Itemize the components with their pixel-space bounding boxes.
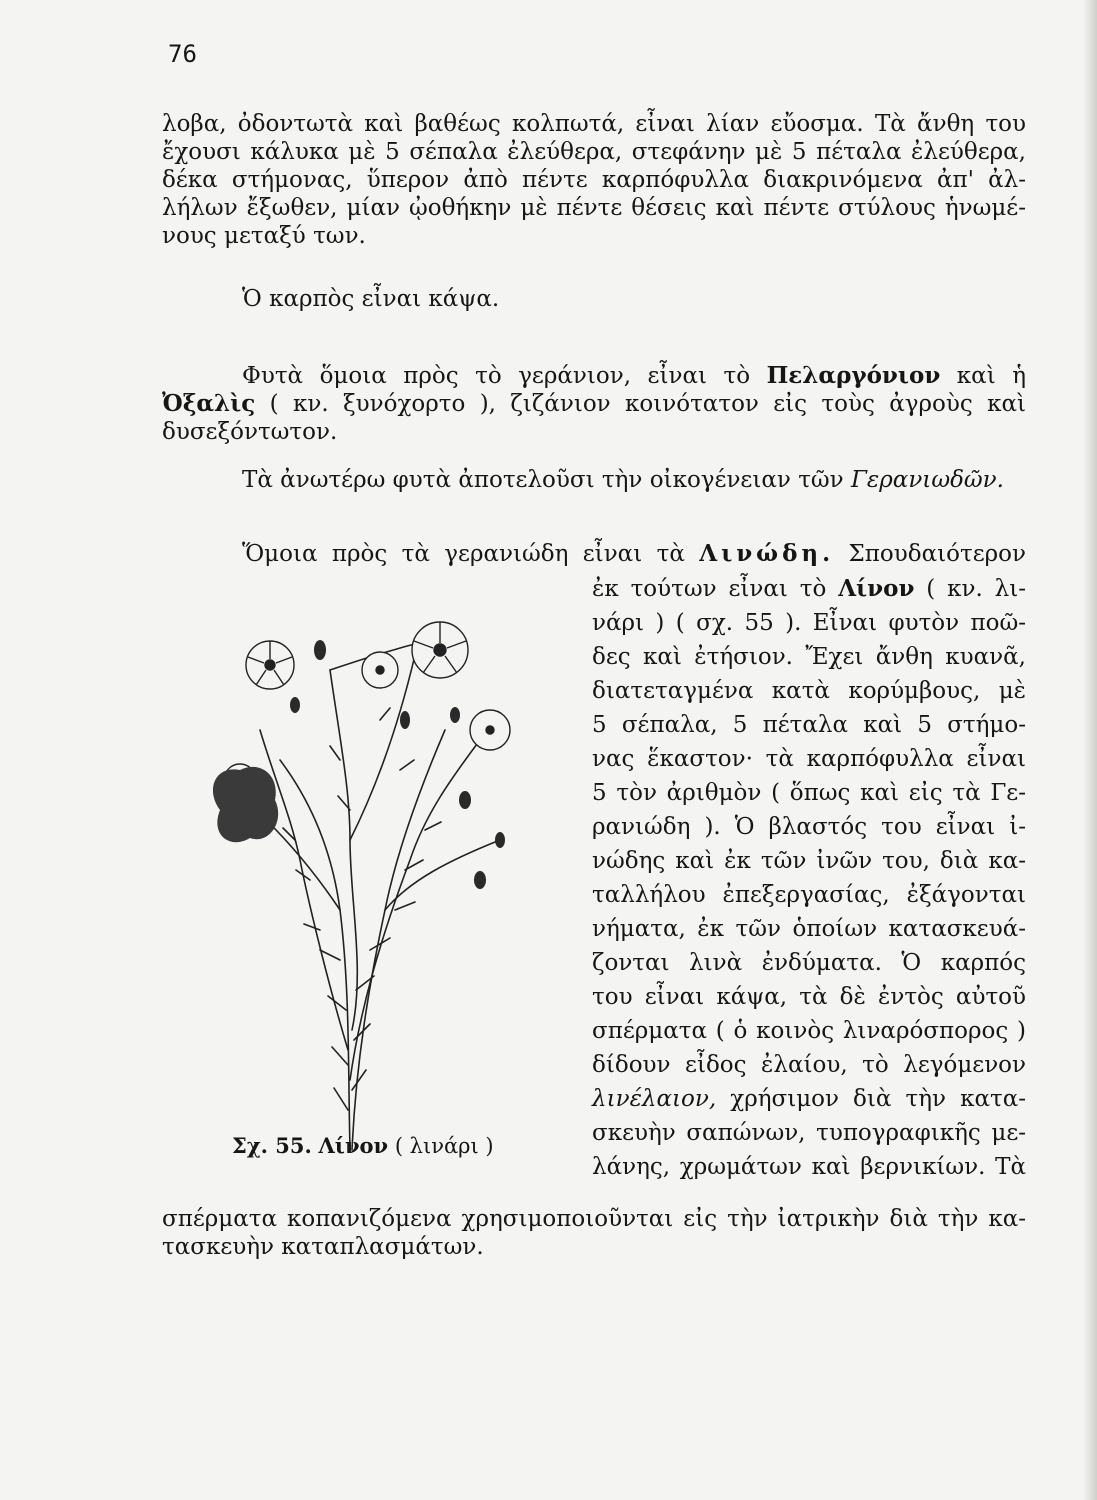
term-oxalis: Ὀξαλὶς [162, 390, 256, 417]
term-geraniodon: Γερανιωδῶν. [850, 467, 1004, 493]
text-line: νας ἕκαστον· τὰ καρπόφυλλα εἶναι [592, 746, 1026, 772]
flower-bud [459, 791, 471, 809]
text-line: τασκευὴν καταπλασμάτων. [162, 1234, 484, 1260]
term-pelargonion: Πελαργόνιον [766, 362, 941, 389]
text-line: του εἶναι κάψα, τὰ δὲ ἐντὸς αὐτοῦ [592, 984, 1026, 1010]
stem [350, 740, 480, 1080]
flower-bud [495, 832, 505, 848]
text-line: νάρι ) ( σχ. 55 ). Εἶναι φυτὸν ποῶ- [592, 610, 1026, 636]
text-line: Ὅμοια πρὸς τὰ γερανιώδη εἶναι τὰ Λινώδη. Σπουδαιότερον [242, 540, 1026, 567]
text-line: Φυτὰ ὅμοια πρὸς τὸ γεράνιον, εἶναι τὸ Πελαργόνιον καὶ ἡ [242, 362, 1027, 389]
text-line: ταλλήλου ἐπεξεργασίας, ἐξάγονται [592, 882, 1026, 908]
text-line: λινέλαιον, χρήσιμον διὰ τὴν κατα- [592, 1086, 1026, 1112]
leaves [283, 708, 441, 1110]
text-line: λήλων ἔξωθεν, μίαν ᾠοθήκην μὲ πέντε θέσεις καὶ πέντε στύλους ἡνωμέ- [162, 195, 1026, 221]
page-edge-shadow [1083, 0, 1097, 1500]
text-line: ρανιώδη ). Ὁ βλαστός του εἶναι ἰ- [592, 814, 1026, 840]
text-line: Ὁ καρπὸς εἶναι κάψα. [242, 286, 500, 312]
text-line: νώδης καὶ ἐκ τῶν ἰνῶν του, διὰ κα- [592, 848, 1026, 874]
term-linelaion: λινέλαιον, [592, 1086, 717, 1112]
flower-bud [290, 697, 300, 713]
text-line: δυσεξόντωτον. [162, 419, 338, 445]
text-line: δίδουν εἶδος ἐλαίου, τὸ λεγόμενον [592, 1052, 1026, 1078]
stem [352, 730, 445, 1150]
flower-bud [474, 871, 486, 889]
flower-bud [450, 707, 460, 723]
caption-name: Λίνον [318, 1133, 389, 1158]
text-line: Τὰ ἀνωτέρω φυτὰ ἀποτελοῦσι τὴν οἰκογένειαν τῶν Γερανιωδῶν. [242, 467, 1004, 493]
paragraph-seeds-medicine [162, 1205, 1026, 1261]
flower [470, 710, 510, 750]
paragraph-flower-description [162, 110, 1026, 250]
text-line: ἐκ τούτων εἶναι τὸ Λίνον ( κν. λι- [592, 575, 1026, 602]
text-line: νήματα, ἐκ τῶν ὁποίων κατασκευά- [592, 916, 1026, 942]
paragraph-similar-plants [162, 362, 1026, 446]
flower-bud [314, 640, 326, 660]
figure-caption [232, 1133, 494, 1158]
stem [280, 760, 350, 1150]
text-line: σκευὴν σαπώνων, τυπογραφικῆς με- [592, 1120, 1026, 1146]
caption-common-name: ( λινάρι ) [394, 1134, 494, 1158]
text-line: ζονται λινὰ ἐνδύματα. Ὁ καρπός [592, 950, 1026, 976]
text-line: λάνης, χρωμάτων καὶ βερνικίων. Τὰ [592, 1154, 1026, 1180]
text-line: σπέρματα ( ὁ κοινὸς λιναρόσπορος ) [592, 1018, 1026, 1044]
page-number: 76 [168, 40, 197, 68]
text-line: 5 τὸν ἀριθμὸν ( ὅπως καὶ εἰς τὰ Γε- [592, 780, 1026, 806]
paragraph-fruit [162, 285, 1026, 313]
text-line: σπέρματα κοπανιζόμενα χρησιμοποιοῦνται εἰς τὴν ἰατρικὴν διὰ τὴν κα- [162, 1206, 1026, 1232]
text-line: νους μεταξύ των. [162, 223, 366, 249]
stem [330, 670, 357, 1030]
flax-plant-illustration [200, 610, 530, 1170]
text-line: 5 σέπαλα, 5 πέταλα καὶ 5 στήμο- [592, 712, 1026, 738]
text-line: διατεταγμένα κατὰ κορύμβους, μὲ [592, 678, 1026, 704]
paragraph-linodi-intro [162, 540, 1026, 568]
term-linon: Λίνον [838, 575, 915, 602]
text-line: λοβα, ὀδοντωτὰ καὶ βαθέως κολπωτά, εἶναι λίαν εὔοσμα. Τὰ ἄνθη του [162, 111, 1026, 137]
flower [246, 641, 294, 689]
flower [412, 622, 468, 678]
caption-label: Σχ. 55. [232, 1133, 312, 1158]
column-linon-text [592, 572, 1026, 1184]
text-line: ἔχουσι κάλυκα μὲ 5 σέπαλα ἐλεύθερα, στεφάνην μὲ 5 πέταλα ἐλεύθερα, [162, 139, 1026, 165]
flower [362, 652, 398, 688]
dark-flower [213, 767, 278, 842]
text-line: Ὀξαλὶς ( κν. ξυνόχορτο ), ζιζάνιον κοινότατον εἰς τοὺς ἀγροὺς καὶ [162, 390, 1026, 417]
flower-bud [400, 711, 410, 729]
text-line: δέκα στήμονας, ὕπερον ἀπὸ πέντε καρπόφυλλα διακρινόμενα ἀπ' ἀλ- [162, 167, 1026, 193]
term-linodi: Λινώδη. [699, 540, 835, 567]
text-line: δες καὶ ἐτήσιον. Ἔχει ἄνθη κυανᾶ, [592, 644, 1026, 670]
paragraph-family [162, 466, 1026, 494]
